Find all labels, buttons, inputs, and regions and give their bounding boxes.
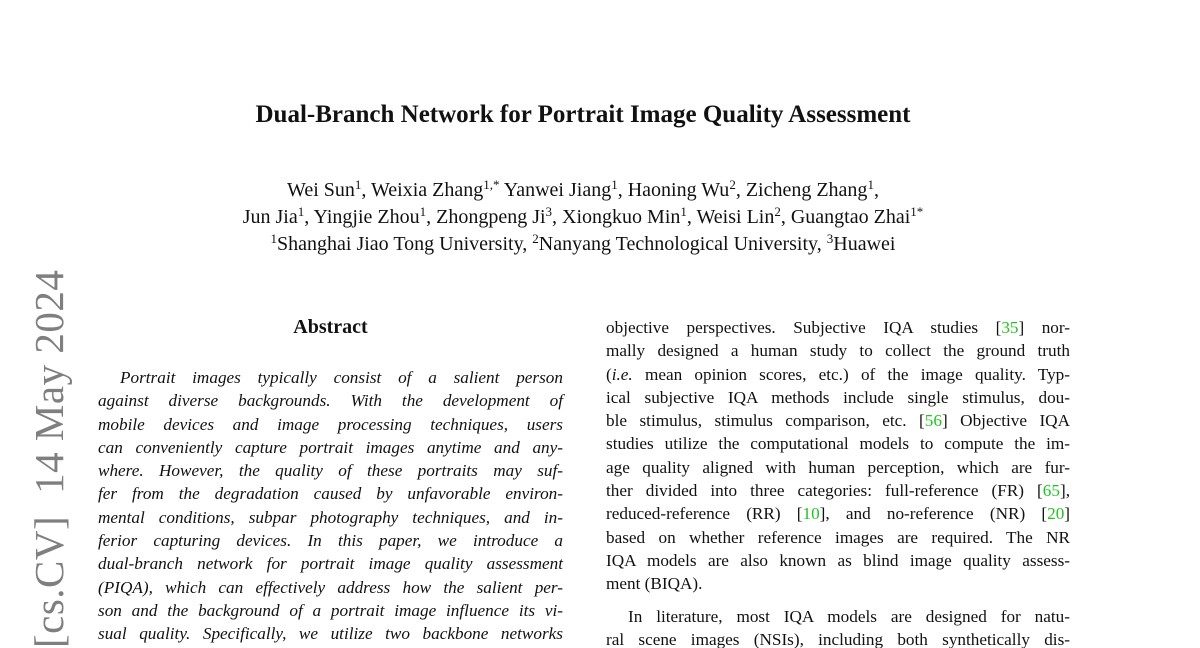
body-text-line (606, 409, 1070, 432)
citation-link[interactable]: 20 (1047, 504, 1065, 524)
body-text: reduced-reference (RR) [ (606, 504, 803, 524)
body-text: ther divided into three categories: full-reference (FR) [ (606, 481, 1043, 501)
author-separator: , (617, 179, 628, 201)
abstract-line: (PIQA), which can effectively address how the salient per- (98, 577, 563, 597)
body-text-line (606, 549, 1070, 572)
author-name: Yanwei Jiang (503, 179, 612, 201)
body-text-line (606, 386, 1070, 409)
body-text: ] (1064, 504, 1071, 524)
author-name: Zhongpeng Ji (436, 206, 546, 228)
body-text-line (606, 605, 1070, 628)
author-name: Jun Jia (242, 206, 298, 228)
body-text: ], (1059, 481, 1070, 501)
body-text: ment (BIQA). (606, 574, 703, 594)
intro-column (606, 316, 1070, 648)
author-name: Zicheng Zhang (745, 179, 868, 201)
body-text: In literature, most IQA models are designed for natu- (628, 606, 1070, 626)
body-text-line (606, 316, 1070, 339)
author-affiliation-mark: 3 (545, 204, 553, 219)
author-affiliation-mark: 1,* (483, 177, 500, 192)
author-separator: , (304, 206, 314, 228)
authors-line-1 (0, 177, 1166, 204)
citation-link[interactable]: 35 (1001, 318, 1019, 337)
author-affiliation-mark: 2 (774, 204, 781, 219)
author-separator: , (552, 206, 563, 228)
body-text: objective perspectives. Subjective IQA studies [ (606, 318, 1002, 337)
author-separator: , (735, 179, 746, 201)
body-text: mally designed a human study to collect the ground truth (606, 341, 1070, 361)
abstract-line: sual quality. Specifically, we utilize two backbone networks (98, 624, 563, 644)
affiliation-mark: 2 (532, 231, 539, 246)
abstract-line: Portrait images typically consist of a salient person (120, 368, 563, 387)
author-affiliation-mark: 1 (867, 177, 874, 192)
body-text: studies utilize the computational models to compute the im- (606, 434, 1070, 454)
author-affiliation-mark: 1 (354, 177, 362, 192)
body-text: based on whether reference images are required. The NR (606, 527, 1070, 547)
author-separator: , (426, 206, 437, 228)
citation-link[interactable]: 56 (924, 411, 942, 431)
italic-text: i.e. (611, 364, 633, 384)
body-text-line (606, 339, 1070, 362)
author-name: Weisi Lin (696, 206, 775, 228)
author-affiliation-mark: 1 (297, 204, 305, 219)
author-separator: , (780, 206, 791, 228)
author-block (0, 177, 1166, 258)
affiliation-mark: 3 (826, 231, 834, 246)
abstract-line: son and the background of a portrait image influence its vi- (98, 600, 563, 620)
author-separator: , (686, 206, 697, 228)
abstract-text (98, 366, 563, 646)
author-name: Wei Sun (287, 179, 355, 201)
paragraph-gap (606, 596, 1070, 605)
abstract-line: can conveniently capture portrait images anytime and any- (98, 437, 563, 457)
body-text-line (606, 628, 1070, 648)
author-affiliation-mark: 1 (611, 177, 618, 192)
arxiv-date: 14 May 2024 (26, 269, 72, 494)
author-name: Weixia Zhang (371, 179, 484, 201)
body-text-line (606, 479, 1070, 502)
abstract-line: mobile devices and image processing techniques, users (98, 414, 563, 434)
arxiv-side-stamp (26, 270, 72, 648)
author-name: Yingjie Zhou (313, 206, 420, 228)
citation-link[interactable]: 65 (1042, 481, 1060, 501)
paper-title: Dual-Branch Network for Portrait Image Quality Assessment (255, 101, 911, 128)
authors-line-2 (0, 204, 1166, 231)
body-text: mean opinion scores, etc.) of the image quality. Typ- (632, 364, 1070, 384)
body-text-line (606, 456, 1070, 479)
body-text: ble stimulus, stimulus comparison, etc. [ (606, 411, 925, 431)
author-affiliation-mark: 1 (680, 204, 687, 219)
affiliation-name: Nanyang Technological University (538, 233, 817, 255)
body-text: ral scene images (NSIs), including both synthetically dis- (606, 629, 1070, 648)
body-text: ] nor- (1018, 318, 1071, 337)
affiliation-separator: , (816, 233, 827, 255)
affiliations-line (0, 231, 1166, 258)
author-name: Guangtao Zhai (790, 206, 911, 228)
body-text: ( (606, 364, 612, 384)
author-affiliation-mark: 2 (729, 177, 736, 192)
body-text: ical subjective IQA methods include single stimulus, dou- (606, 387, 1070, 407)
body-text-line (606, 363, 1070, 386)
affiliation-name: Shanghai Jiao Tong University (277, 233, 523, 255)
author-separator: , (873, 179, 879, 201)
citation-link[interactable]: 10 (802, 504, 820, 524)
affiliation-name: Huawei (833, 233, 896, 255)
affiliation-mark: 1 (270, 231, 278, 246)
body-text-line (606, 572, 1070, 595)
abstract-line: dual-branch network for portrait image quality assessment (98, 554, 563, 574)
author-affiliation-mark: 1 (419, 204, 427, 219)
abstract-heading: Abstract (293, 316, 368, 338)
body-text-line (606, 526, 1070, 549)
abstract-line: fer from the degradation caused by unfavorable environ- (98, 484, 563, 504)
abstract-line: where. However, the quality of these portraits may suf- (98, 461, 563, 481)
author-separator: , (361, 179, 372, 201)
body-text: ], and no-reference (NR) [ (819, 504, 1048, 524)
abstract-line: ferior capturing devices. In this paper, we introduce a (98, 531, 563, 551)
body-text-line (606, 502, 1070, 525)
arxiv-category: [cs.CV] (26, 515, 72, 648)
author-name: Xiongkuo Min (562, 206, 681, 228)
body-text: age quality aligned with human perception, which are fur- (606, 457, 1070, 477)
affiliation-separator: , (522, 233, 533, 255)
body-text: ] Objective IQA (941, 411, 1070, 431)
abstract-line: against diverse backgrounds. With the development of (98, 391, 563, 411)
author-name: Haoning Wu (627, 179, 730, 201)
abstract-line: mental conditions, subpar photography techniques, and in- (98, 507, 563, 527)
body-text: IQA models are also known as blind image quality assess- (606, 550, 1070, 570)
author-affiliation-mark: 1* (910, 204, 924, 219)
body-text-line (606, 432, 1070, 455)
